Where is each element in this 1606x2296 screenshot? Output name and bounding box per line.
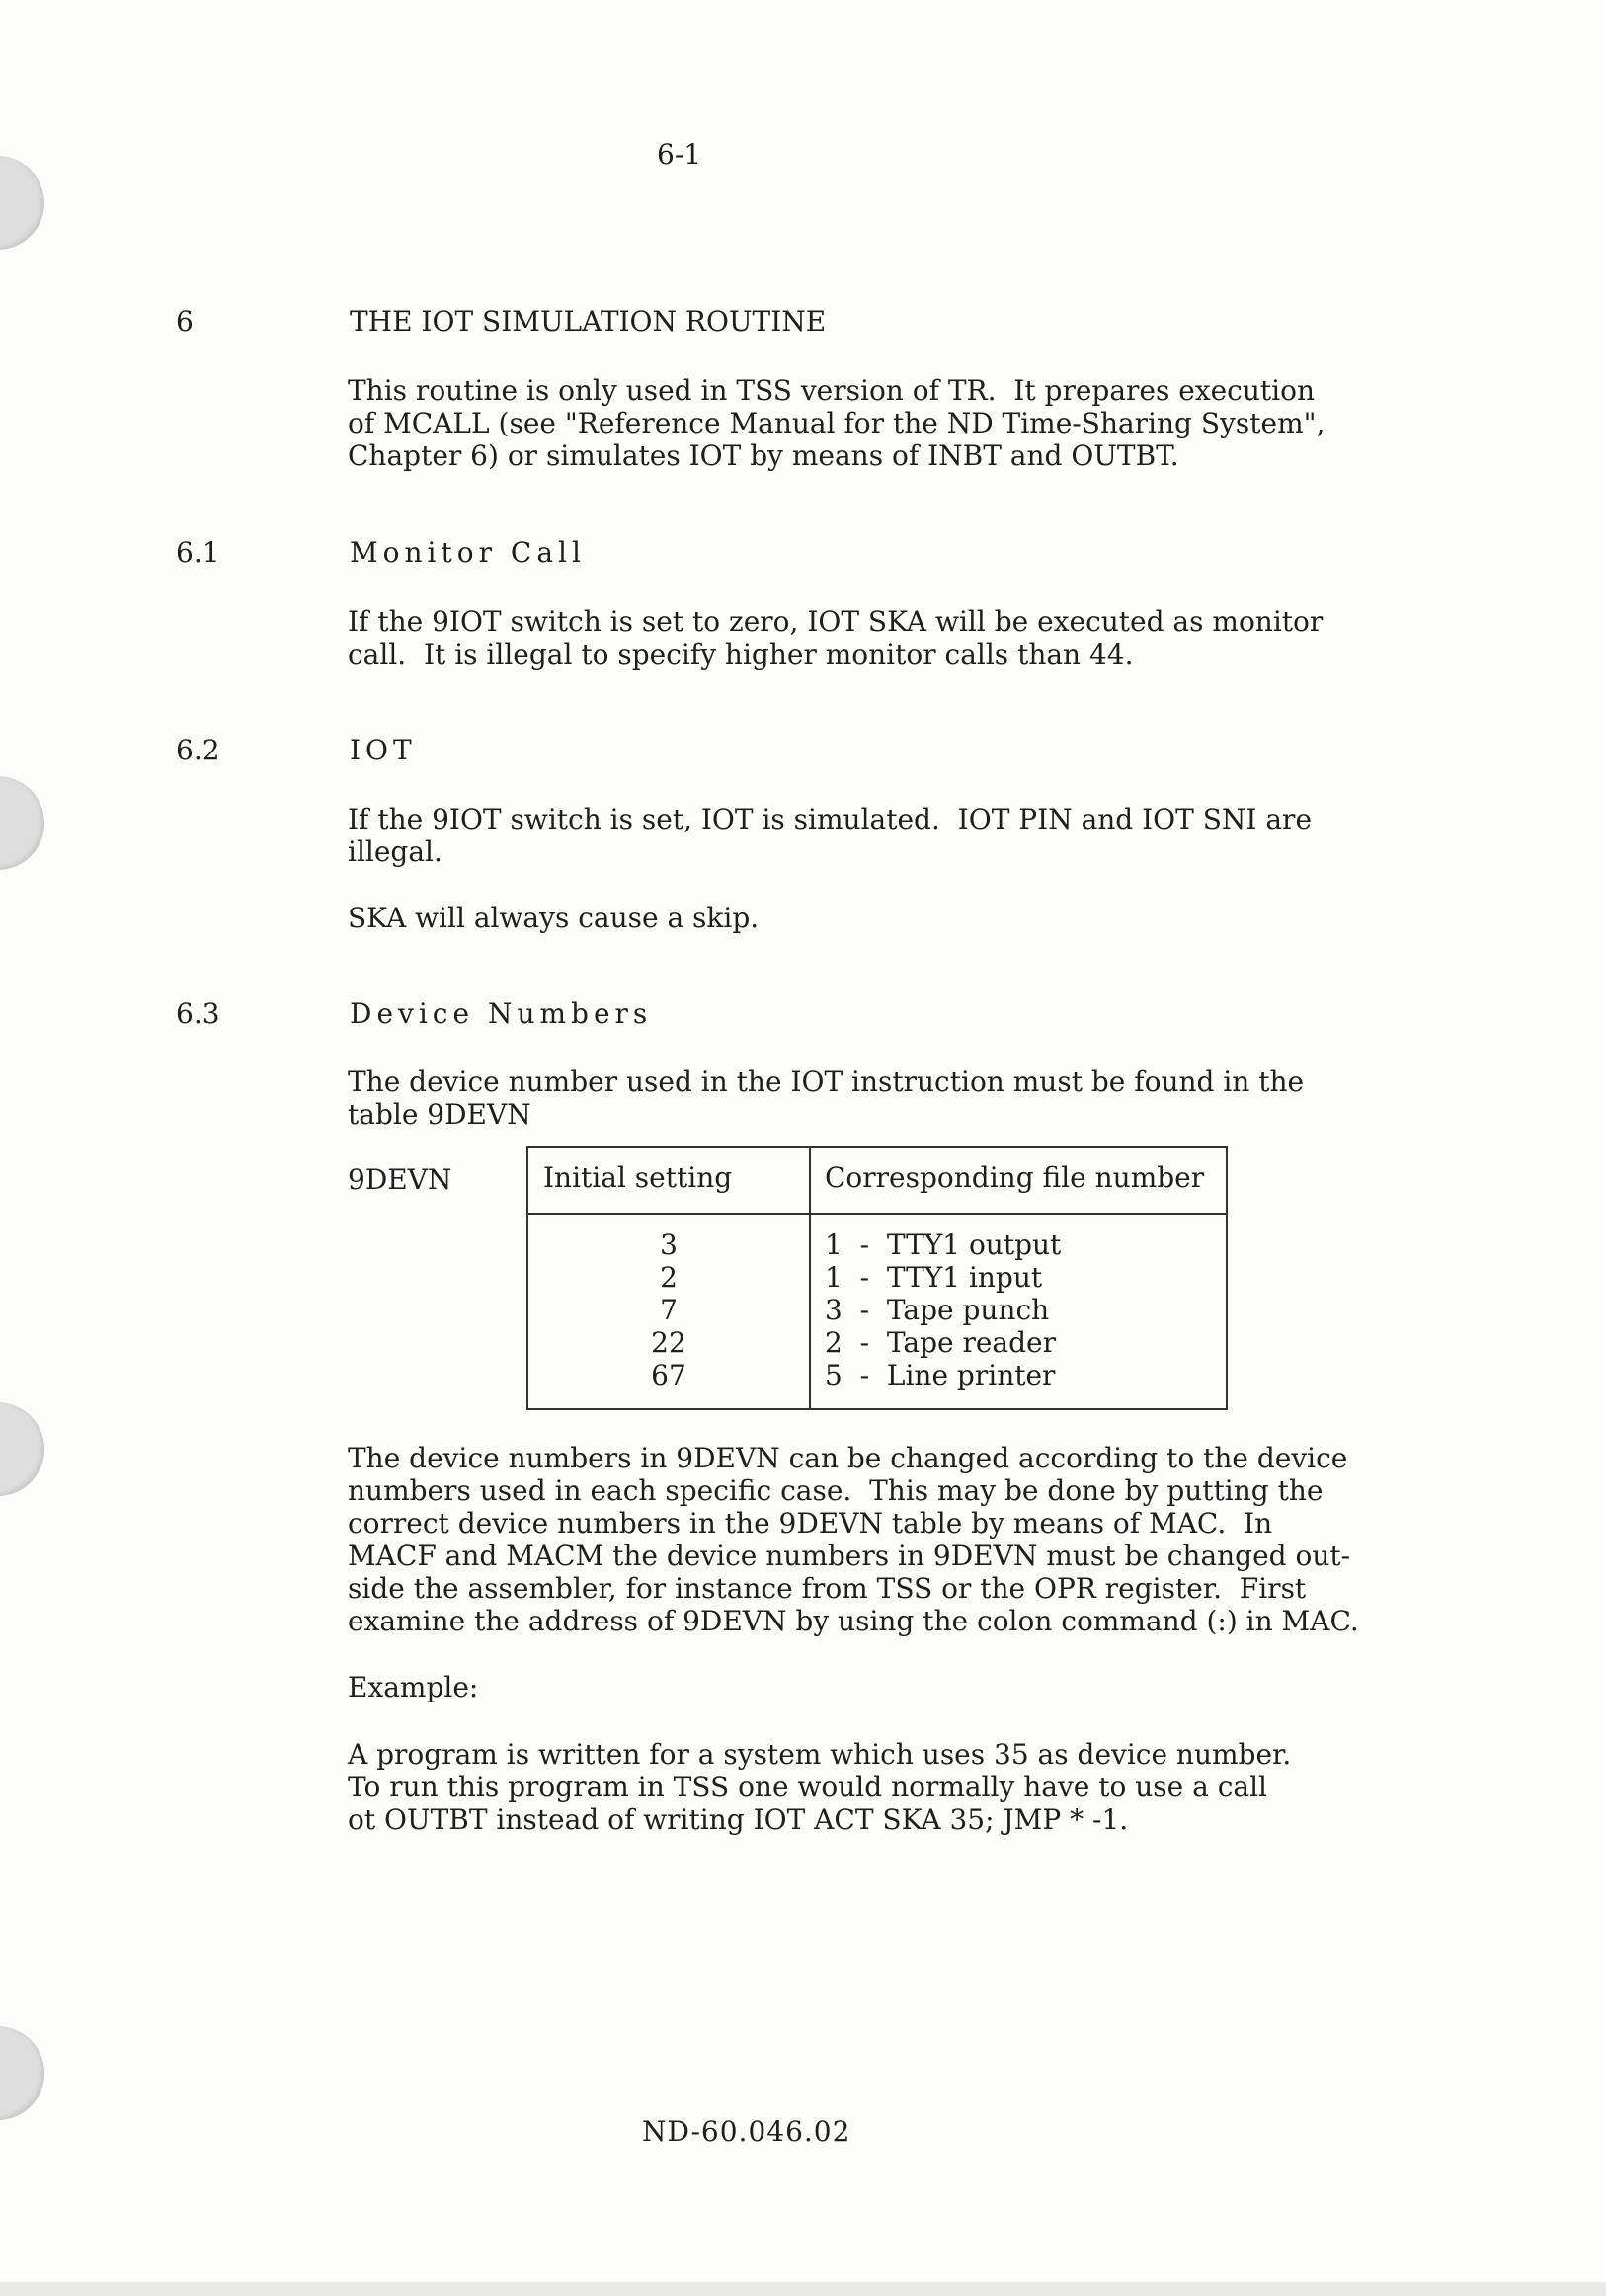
section-6-2-number: 6.2 [176,734,220,766]
table-header-file-number: Corresponding file number [825,1161,1205,1194]
table-cell-setting: 7 [660,1294,678,1326]
device-number-table [526,1146,1228,1410]
section-6-3-explanation [348,1442,1395,1637]
table-label: 9DEVN [348,1163,452,1196]
document-footer-id: ND-60.046.02 [642,2115,851,2148]
table-cell-file: 1 - TTY1 output [825,1228,1062,1261]
text-line: ot OUTBT instead of writing IOT ACT SKA 35; JMP * -1. [348,1803,1129,1836]
text-line: If the 9IOT switch is set, IOT is simulated. IOT PIN and IOT SNI are [348,803,1313,835]
table-header-initial-setting: Initial setting [543,1161,733,1194]
table-cell-setting: 2 [660,1261,678,1294]
example-label: Example: [348,1671,479,1703]
text-line: table 9DEVN [348,1098,531,1131]
section-6-number: 6 [176,305,194,338]
text-line: To run this program in TSS one would normally have to use a call [348,1771,1267,1803]
text-line: The device number used in the IOT instruction must be found in the [348,1066,1305,1098]
section-6-1-paragraph [348,605,1395,671]
table-column-settings [528,1228,809,1391]
text-line: MACF and MACM the device numbers in 9DEVN must be changed out- [348,1540,1351,1572]
text-line: numbers used in each specific case. This may be done by putting the [348,1474,1324,1507]
binder-hole [0,156,44,250]
text-line: illegal. [348,835,442,868]
section-6-3-title: Device Numbers [350,997,653,1030]
section-6-2-paragraph [348,803,1395,868]
text-line: call. It is illegal to specify higher monitor calls than 44. [348,638,1134,671]
section-6-2-title: IOT [350,734,417,766]
table-cell-file: 3 - Tape punch [825,1294,1050,1326]
text-line: This routine is only used in TSS version of TR. It prepares execution [348,374,1315,407]
example-paragraph [348,1738,1395,1836]
table-cell-file: 1 - TTY1 input [825,1261,1043,1294]
text-line: of MCALL (see "Reference Manual for the ND Time-Sharing System", [348,407,1325,439]
section-6-3-number: 6.3 [176,997,220,1030]
text-line: If the 9IOT switch is set to zero, IOT SKA will be executed as monitor [348,605,1324,638]
table-column-files [825,1228,1061,1391]
text-line: The device numbers in 9DEVN can be changed according to the device [348,1442,1348,1474]
text-line: side the assembler, for instance from TSS or the OPR register. First [348,1572,1307,1605]
binder-hole [0,2026,44,2120]
page-bottom-edge [0,2282,1606,2296]
table-column-divider [809,1148,811,1408]
section-6-1-number: 6.1 [176,536,220,569]
table-cell-setting: 67 [651,1359,686,1391]
table-cell-setting: 22 [651,1326,686,1359]
text-line: correct device numbers in the 9DEVN table by means of MAC. In [348,1507,1273,1540]
table-cell-file: 2 - Tape reader [825,1326,1056,1359]
section-6-3-intro [348,1066,1395,1131]
binder-hole [0,776,44,870]
section-6-2-note: SKA will always cause a skip. [348,902,760,934]
section-6-title: THE IOT SIMULATION ROUTINE [350,305,827,338]
section-6-1-title: Monitor Call [350,536,586,569]
text-line: Chapter 6) or simulates IOT by means of INBT and OUTBT. [348,439,1179,472]
table-cell-file: 5 - Line printer [825,1359,1056,1391]
table-cell-setting: 3 [660,1228,678,1261]
section-6-paragraph [348,374,1395,472]
text-line: A program is written for a system which uses 35 as device number. [348,1738,1292,1771]
binder-hole [0,1402,44,1496]
table-header-divider [528,1213,1226,1215]
text-line: examine the address of 9DEVN by using the colon command (:) in MAC. [348,1605,1359,1637]
page-number: 6-1 [657,138,702,171]
